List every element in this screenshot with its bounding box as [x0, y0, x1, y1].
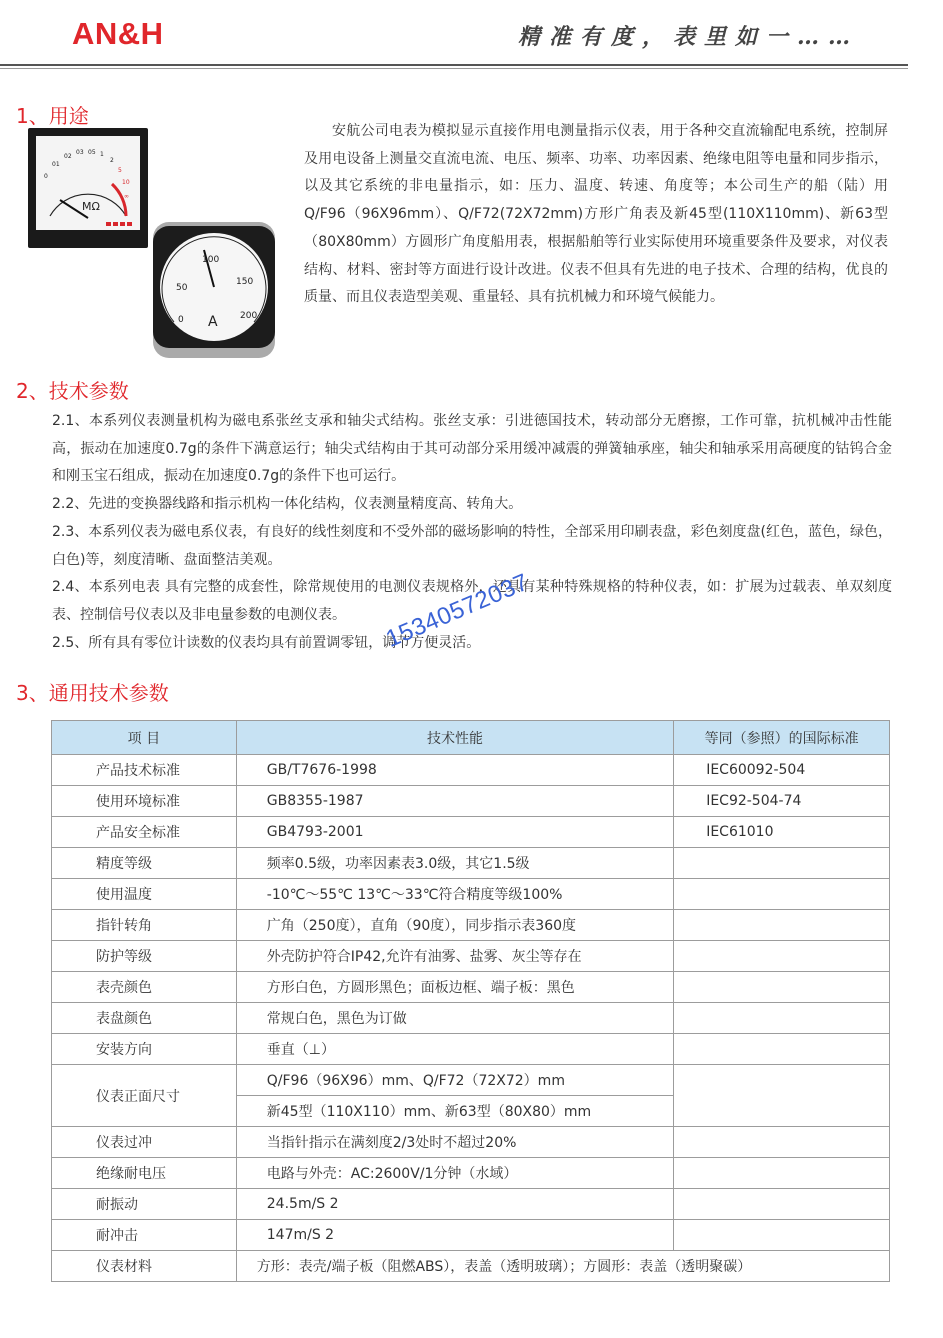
header-standard: 等同（参照）的国际标准 [674, 721, 890, 755]
meter2-scale-4: 200 [240, 311, 258, 321]
row-item: 耐振动 [52, 1189, 237, 1220]
spec-table [51, 720, 890, 1282]
meter1-scale-9: ∞ [124, 193, 129, 200]
row-value: 新45型（110X110）mm、新63型（80X80）mm [236, 1096, 673, 1127]
row-value: 广角（250度），直角（90度），同步指示表360度 [236, 910, 673, 941]
row-standard [674, 1158, 890, 1189]
row-value: -10℃～55℃ 13℃～33℃符合精度等级100% [236, 879, 673, 910]
meter1-scale-4: 05 [88, 149, 96, 156]
row-standard: IEC61010 [674, 817, 890, 848]
slogan: 精准有度，表里如一…… [518, 24, 860, 50]
row-value: 147m/S 2 [236, 1220, 673, 1251]
row-item: 绝缘耐电压 [52, 1158, 237, 1189]
row-item: 安装方向 [52, 1034, 237, 1065]
row-item: 产品安全标准 [52, 817, 237, 848]
table-row [52, 941, 890, 972]
tech-param-item: 2.3、本系列仪表为磁电系仪表，有良好的线性刻度和不受外部的磁场影响的特性，全部采用印刷表盘，彩色刻度盘(红色，蓝色，绿色，白色)等，刻度清晰、盘面整洁美观。 [52, 523, 892, 568]
header-divider-thin [0, 68, 908, 69]
meter1-unit: MΩ [82, 200, 100, 213]
header-item: 项 目 [52, 721, 237, 755]
row-value: 24.5m/S 2 [236, 1189, 673, 1220]
table-row-size [52, 1065, 890, 1096]
row-item: 仪表正面尺寸 [52, 1065, 237, 1127]
row-standard [674, 1220, 890, 1251]
row-standard [674, 1127, 890, 1158]
meter1-scale-5: 1 [100, 151, 104, 158]
table-row [52, 910, 890, 941]
meter1-scale-8: 10 [122, 179, 130, 186]
row-item: 使用环境标准 [52, 786, 237, 817]
row-standard [674, 1003, 890, 1034]
meter2-scale-3: 150 [236, 277, 254, 287]
section-title-tech: 2、技术参数 [16, 379, 129, 403]
row-standard: IEC92-504-74 [674, 786, 890, 817]
table-row [52, 1003, 890, 1034]
row-item: 产品技术标准 [52, 755, 237, 786]
tech-param-item: 2.1、本系列仪表测量机构为磁电系张丝支承和轴尖式结构。张丝支承：引进德国技术，转动部分无磨擦，工作可靠，抗机械冲击性能高，振动在加速度0.7g的条件下满意运行；轴尖式结构由于其可动部分采用缓冲减震的弹簧轴承座，轴尖和轴承采用高硬度的钴钨合金和刚玉宝石组成，振动在加速度0.7g的条件下也可运行。 [52, 413, 892, 485]
row-value: Q/F96（96X96）mm、Q/F72（72X72）mm [236, 1065, 673, 1096]
row-value: 方形白色，方圆形黑色；面板边框、端子板：黑色 [236, 972, 673, 1003]
meter1-scale-1: 01 [52, 161, 60, 168]
meter-illustration [26, 126, 286, 362]
meter1-scale-6: 2 [110, 157, 114, 164]
tech-param-item: 2.2、先进的变换器线路和指示机构一体化结构，仪表测量精度高、转角大。 [52, 496, 523, 513]
meter2-scale-2: 100 [202, 255, 220, 265]
row-item: 指针转角 [52, 910, 237, 941]
header-divider [0, 64, 908, 66]
table-row [52, 972, 890, 1003]
square-meter-image [28, 128, 148, 248]
table-row [52, 817, 890, 848]
table-row-material [52, 1251, 890, 1282]
meter1-scale-2: 02 [64, 153, 72, 160]
tech-param-item: 2.5、所有具有零位计读数的仪表均具有前置调零钮，调节方便灵活。 [52, 634, 481, 651]
row-standard [674, 848, 890, 879]
table-header-row [52, 721, 890, 755]
table-row [52, 879, 890, 910]
table-row [52, 848, 890, 879]
meter2-scale-1: 50 [176, 283, 188, 293]
table-row [52, 1189, 890, 1220]
row-item: 表盘颜色 [52, 1003, 237, 1034]
row-value: 频率0.5级，功率因素表3.0级，其它1.5级 [236, 848, 673, 879]
row-item: 仪表过冲 [52, 1127, 237, 1158]
row-item: 仪表材料 [52, 1251, 237, 1282]
row-standard [674, 972, 890, 1003]
meter1-scale-3: 03 [76, 149, 84, 156]
row-item: 精度等级 [52, 848, 237, 879]
row-item: 使用温度 [52, 879, 237, 910]
header-performance: 技术性能 [236, 721, 673, 755]
usage-paragraph: 安航公司电表为模拟显示直接作用电测量指示仪表，用于各种交直流输配电系统，控制屏及用电设备上测量交直流电流、电压、频率、功率、功率因素、绝缘电阻等电量和同步指示，以及其它系统的非电量指示，如：压力、温度、转速、角度等；本公司生产的船（陆）用Q/F96（96X96mm）、Q/F72(72X72mm)方形广角表及新45型(110X110mm)、新63型（80X80mm）方圆形广角度船用表，根据船舶等行业实际使用环境重要条件及要求，对仪表结构、材料、密封等方面进行设计改进。仪表不但具有先进的电子技术、合理的结构，优良的质量、而且仪表造型美观、重量轻、具有抗机械力和环境气候能力。 [304, 123, 888, 306]
phone-watermark: 15340572037 [382, 568, 533, 653]
table-row [52, 1127, 890, 1158]
tech-param-item: 2.4、本系列电表 具有完整的成套性，除常规使用的电测仪表规格外，还具有某种特殊规格的特种仪表，如：扩展为过载表、单双刻度表、控制信号仪表以及非电量参数的电测仪表。 [52, 579, 892, 623]
table-row [52, 755, 890, 786]
row-item: 防护等级 [52, 941, 237, 972]
table-row [52, 786, 890, 817]
product-images [26, 126, 286, 362]
row-value: 外壳防护符合IP42,允许有油雾、盐雾、灰尘等存在 [236, 941, 673, 972]
table-row [52, 1158, 890, 1189]
section-title-general: 3、通用技术参数 [16, 681, 169, 705]
row-standard [674, 879, 890, 910]
row-value: 垂直（⊥） [236, 1034, 673, 1065]
row-standard [674, 941, 890, 972]
row-standard [674, 1034, 890, 1065]
meter1-scale-7: 5 [118, 167, 122, 174]
row-value: GB4793-2001 [236, 817, 673, 848]
company-logo: AN&H [72, 16, 164, 51]
row-value: 电路与外壳：AC:2600V/1分钟（水域） [236, 1158, 673, 1189]
row-standard [674, 910, 890, 941]
row-value: 常规白色，黑色为订做 [236, 1003, 673, 1034]
row-standard [674, 1065, 890, 1127]
row-value: GB/T7676-1998 [236, 755, 673, 786]
meter2-unit: A [208, 314, 218, 330]
row-standard [674, 1189, 890, 1220]
row-standard: IEC60092-504 [674, 755, 890, 786]
round-meter-image [153, 222, 275, 358]
row-item: 耐冲击 [52, 1220, 237, 1251]
row-value: 方形：表壳/端子板（阻燃ABS），表盖（透明玻璃）；方圆形：表盖（透明聚碳） [236, 1251, 889, 1282]
table-row [52, 1220, 890, 1251]
meter2-scale-0: 0 [178, 315, 184, 325]
meter1-scale-0: 0 [44, 173, 48, 180]
row-value: 当指针指示在满刻度2/3处时不超过20% [236, 1127, 673, 1158]
row-value: GB8355-1987 [236, 786, 673, 817]
row-item: 表壳颜色 [52, 972, 237, 1003]
table-row [52, 1034, 890, 1065]
section-title-usage: 1、用途 [16, 104, 89, 128]
